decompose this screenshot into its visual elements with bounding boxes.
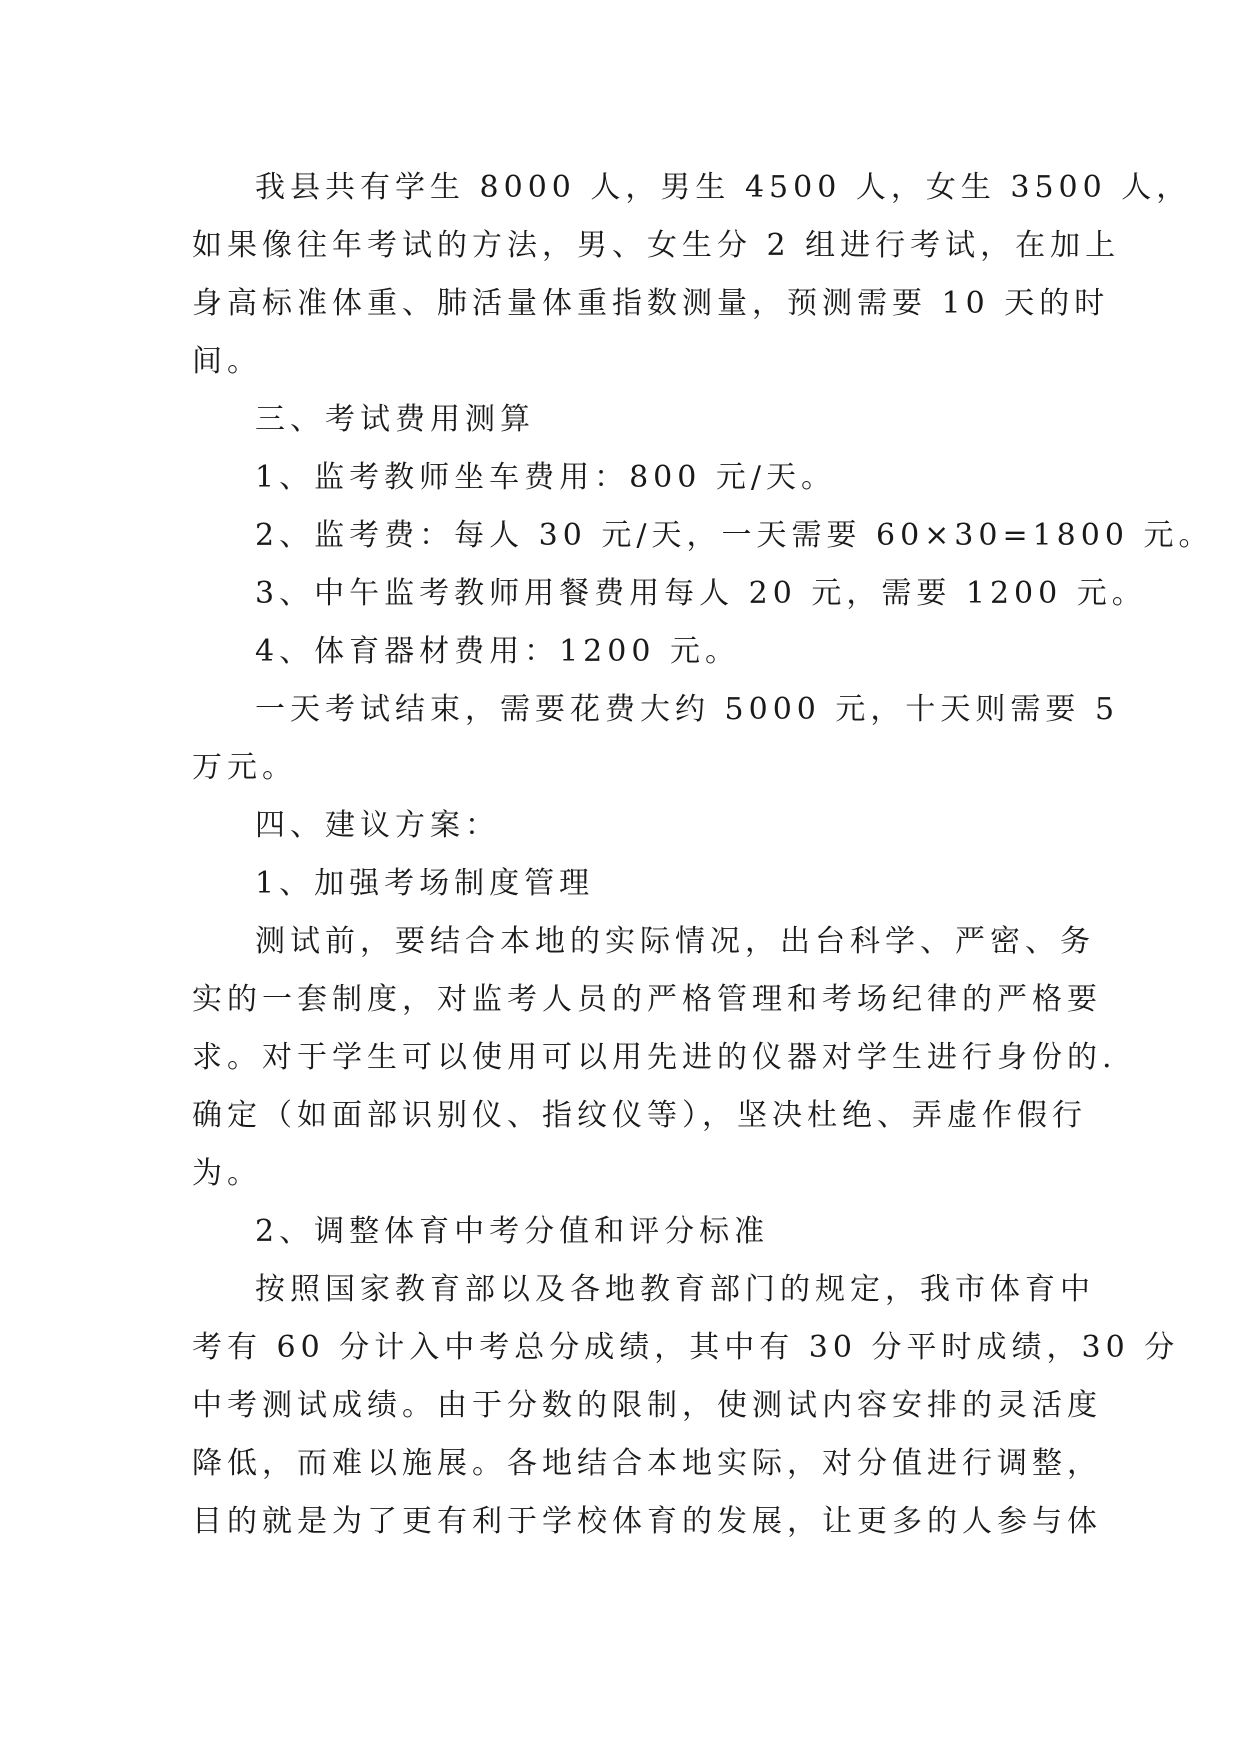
paragraph-line: 为。	[192, 1156, 262, 1191]
list-item: 1、监考教师坐车费用：800 元/天。	[255, 460, 836, 495]
list-item: 3、中午监考教师用餐费用每人 20 元，需要 1200 元。	[255, 576, 1147, 611]
paragraph-line: 间。	[192, 344, 262, 379]
paragraph-line: 中考测试成绩。由于分数的限制，使测试内容安排的灵活度	[192, 1388, 1102, 1423]
paragraph-line: 实的一套制度，对监考人员的严格管理和考场纪律的严格要	[192, 982, 1102, 1017]
paragraph-line: 一天考试结束，需要花费大约 5000 元，十天则需要 5	[255, 692, 1120, 727]
paragraph-line: 目的就是为了更有利于学校体育的发展，让更多的人参与体	[192, 1504, 1102, 1539]
paragraph-line: 按照国家教育部以及各地教育部门的规定，我市体育中	[255, 1272, 1095, 1307]
list-item: 4、体育器材费用：1200 元。	[255, 634, 740, 669]
paragraph-line: 确定（如面部识别仪、指纹仪等），坚决杜绝、弄虚作假行	[192, 1098, 1087, 1133]
paragraph-line: 如果像往年考试的方法，男、女生分 2 组进行考试，在加上	[192, 228, 1121, 263]
subsection-heading: 2、调整体育中考分值和评分标准	[255, 1214, 770, 1249]
paragraph-line: 我县共有学生 8000 人，男生 4500 人，女生 3500 人，	[255, 170, 1192, 205]
list-item: 2、监考费：每人 30 元/天，一天需要 60×30=1800 元。	[255, 518, 1214, 553]
section-heading: 三、考试费用测算	[255, 402, 535, 437]
paragraph-line: 测试前，要结合本地的实际情况，出台科学、严密、务	[255, 924, 1095, 959]
paragraph-line: 万元。	[192, 750, 297, 785]
subsection-heading: 1、加强考场制度管理	[255, 866, 595, 901]
section-heading: 四、建议方案：	[255, 808, 500, 843]
paragraph-line: 降低，而难以施展。各地结合本地实际，对分值进行调整，	[192, 1446, 1102, 1481]
paragraph-line: 身高标准体重、肺活量体重指数测量，预测需要 10 天的时	[192, 286, 1110, 321]
paragraph-line: 考有 60 分计入中考总分成绩，其中有 30 分平时成绩，30 分	[192, 1330, 1180, 1365]
paragraph-line: 求。对于学生可以使用可以用先进的仪器对学生进行身份的.	[192, 1040, 1117, 1075]
